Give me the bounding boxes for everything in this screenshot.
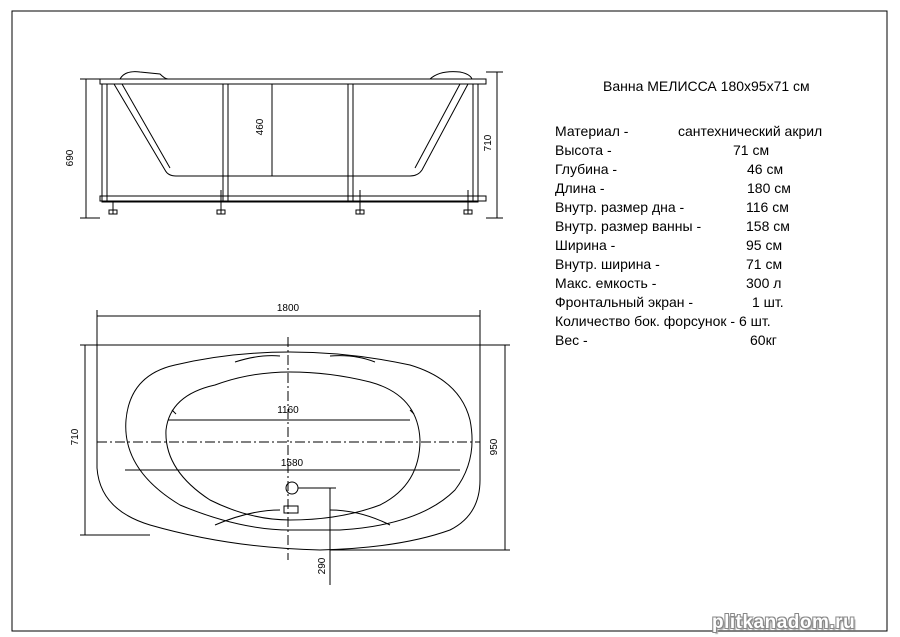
spec-weight-label: Вес - — [555, 332, 588, 348]
watermark: plitkanadom.ru — [712, 612, 856, 633]
spec-capacity-label: Макс. емкость - — [555, 275, 657, 291]
spec-width-label: Ширина - — [555, 237, 616, 253]
spec-inner-tub-label: Внутр. размер ванны - — [555, 218, 702, 234]
spec-inner-width-value: 71 см — [746, 256, 783, 272]
dim-plan-total-width: 950 — [489, 438, 500, 456]
plan-view — [80, 310, 510, 585]
dim-side-depth: 460 — [255, 118, 266, 136]
spec-width-value: 95 см — [746, 237, 783, 253]
spec-material-value: сантехнический акрил — [678, 123, 823, 139]
dim-drain-offset: 290 — [317, 557, 328, 575]
spec-height-value: 71 см — [733, 142, 770, 158]
spec-depth-label: Глубина - — [555, 161, 618, 177]
spec-front-panel-label: Фронтальный экран - — [555, 294, 694, 310]
dim-plan-length: 1800 — [276, 303, 300, 314]
dim-inner-top-length: 1160 — [277, 405, 299, 416]
spec-length-label: Длина - — [555, 180, 605, 196]
product-title: Ванна МЕЛИССА 180x95x71 см — [603, 78, 810, 94]
dim-side-height-right: 710 — [483, 134, 494, 152]
spec-front-panel-value: 1 шт. — [752, 294, 784, 310]
spec-capacity-value: 300 л — [746, 275, 782, 291]
spec-length-value: 180 см — [747, 180, 791, 196]
spec-inner-bottom-label: Внутр. размер дна - — [555, 199, 685, 215]
spec-inner-bottom-value: 116 см — [746, 199, 789, 215]
dim-side-height-left: 690 — [65, 149, 76, 167]
side-elevation — [80, 72, 503, 218]
dim-plan-inner-width: 710 — [70, 428, 81, 446]
spec-depth-value: 46 см — [747, 161, 784, 177]
spec-inner-tub-value: 158 см — [746, 218, 790, 234]
spec-inner-width-label: Внутр. ширина - — [555, 256, 660, 272]
dim-inner-bottom-length: 1580 — [280, 458, 304, 469]
spec-weight-value: 60кг — [750, 332, 777, 348]
spec-material-label: Материал - — [555, 123, 629, 139]
spec-height-label: Высота - — [555, 142, 612, 158]
spec-jets-label: Количество бок. форсунок - 6 шт. — [555, 313, 771, 329]
